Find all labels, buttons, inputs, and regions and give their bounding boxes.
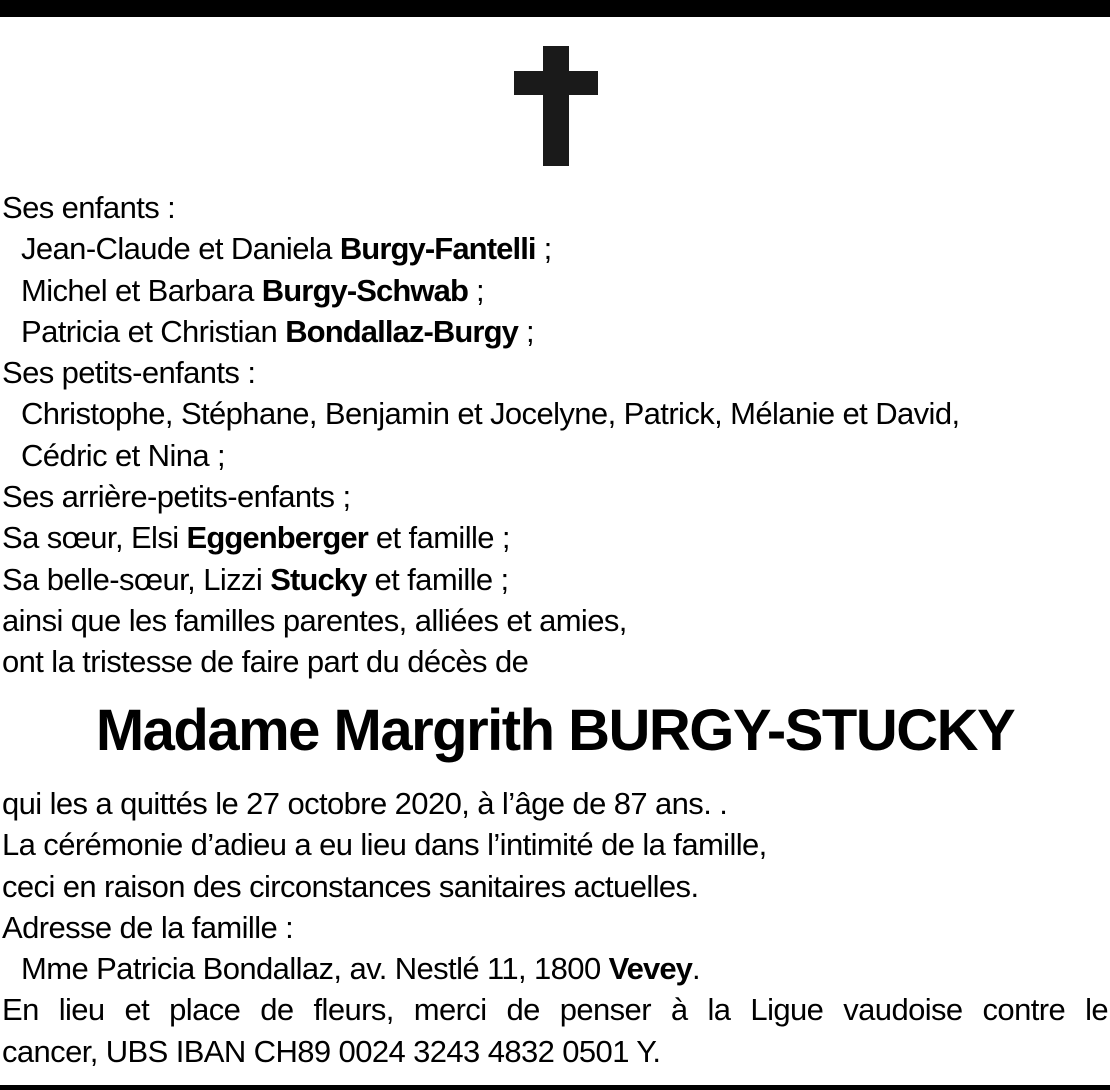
grandchildren-names-continued: Cédric et Nina ; <box>21 437 226 473</box>
cross-vertical-bar <box>543 46 569 166</box>
sister-in-law-suffix: et famille ; <box>366 561 509 597</box>
ceremony-line-continued: ceci en raison des circonstances sanitaires actuelles. <box>2 868 699 904</box>
deceased-name: Madame Margrith BURGY-STUCKY <box>95 698 1015 763</box>
sister-line <box>2 517 1108 558</box>
sister-surname: Eggenberger <box>186 520 368 556</box>
sister-prefix: Sa sœur, Elsi <box>2 520 187 556</box>
child-given-names: Patricia et Christian <box>21 313 286 349</box>
child-line-end: ; <box>517 313 535 349</box>
child-surname: Burgy-Schwab <box>261 272 468 308</box>
donation-line: En lieu et place de fleurs, merci de penser à la Ligue vaudoise contre le <box>2 992 1108 1028</box>
child-surname: Burgy-Fantelli <box>339 231 536 267</box>
sister-in-law-prefix: Sa belle-sœur, Lizzi <box>2 561 271 597</box>
child-given-names: Jean-Claude et Daniela <box>21 231 340 267</box>
sister-in-law-line <box>2 559 1108 600</box>
child-line <box>2 228 1108 269</box>
sister-in-law-surname: Stucky <box>270 561 367 597</box>
donation-line-continued: cancer, UBS IBAN CH89 0024 3243 4832 0501 Y. <box>2 1033 661 1069</box>
child-line <box>2 270 1108 311</box>
relatives-line: ainsi que les familles parentes, alliées et amies, <box>2 602 627 638</box>
child-line <box>2 311 1108 352</box>
top-border-rule <box>0 0 1110 17</box>
child-line-end: ; <box>468 272 485 308</box>
sister-suffix: et famille ; <box>367 520 510 556</box>
address-end: . <box>692 951 701 987</box>
great-grandchildren-line: Ses arrière-petits-enfants ; <box>2 479 351 515</box>
latin-cross-icon <box>514 46 598 166</box>
notice-details <box>2 783 1108 1072</box>
bottom-border-rule <box>0 1085 1110 1090</box>
family-list <box>2 187 1108 683</box>
children-heading: Ses enfants : <box>2 190 176 225</box>
grandchildren-heading: Ses petits-enfants : <box>2 355 256 391</box>
family-address <box>2 948 1108 989</box>
child-line-end: ; <box>535 231 552 267</box>
announcement-line: ont la tristesse de faire part du décès de <box>2 644 529 680</box>
address-text: Mme Patricia Bondallaz, av. Nestlé 11, 1800 <box>21 951 609 987</box>
address-heading: Adresse de la famille : <box>2 909 294 945</box>
cross-horizontal-bar <box>514 71 598 95</box>
child-surname: Bondallaz-Burgy <box>285 313 518 349</box>
child-given-names: Michel et Barbara <box>21 272 262 308</box>
passing-line: qui les a quittés le 27 octobre 2020, à l’âge de 87 ans. . <box>2 786 728 821</box>
grandchildren-names: Christophe, Stéphane, Benjamin et Jocelyne, Patrick, Mélanie et David, <box>21 396 960 432</box>
address-city: Vevey <box>608 951 693 987</box>
ceremony-line: La cérémonie d’adieu a eu lieu dans l’intimité de la famille, <box>2 827 767 863</box>
